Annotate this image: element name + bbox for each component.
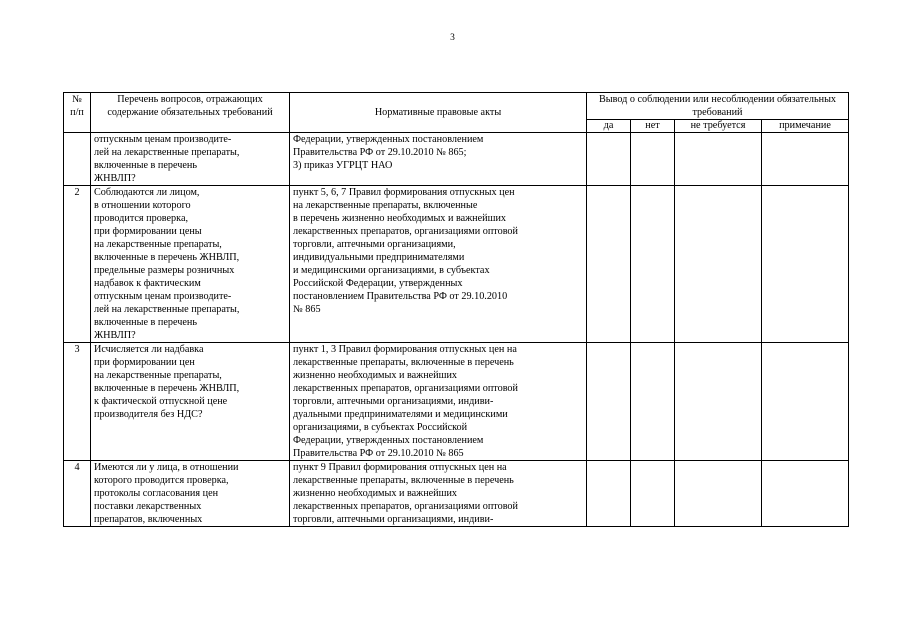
- question-line: поставки лекарственных: [94, 501, 202, 512]
- legal-acts-cell: [290, 186, 587, 343]
- conclusion-no-cell: [631, 186, 675, 343]
- legal-acts-line: лекарственные препараты, включенные в перечень: [293, 357, 514, 368]
- question-line: при формировании цены: [94, 226, 202, 237]
- question-line: включенные в перечень: [94, 160, 197, 171]
- legal-acts-cell: [290, 343, 587, 461]
- col-num-header: № п/п: [64, 93, 91, 133]
- legal-acts-line: организациями, в субъектах Российской: [293, 422, 468, 433]
- col-yes-header: да: [587, 120, 631, 133]
- table-body: [64, 133, 849, 527]
- legal-acts-line: лекарственные препараты, включенные в перечень: [293, 475, 514, 486]
- table-header-row: [64, 93, 849, 120]
- legal-acts-line: торговли, аптечными организациями,: [293, 239, 456, 250]
- row-number: 3: [64, 343, 91, 461]
- conclusion-note-cell: [762, 133, 849, 186]
- legal-acts-line: пункт 9 Правил формирования отпускных цен на: [293, 462, 507, 473]
- col-not-required-header: не требуется: [675, 120, 762, 133]
- conclusion-yes-cell: [587, 461, 631, 527]
- question-line: ЖНВЛП?: [94, 330, 136, 341]
- conclusion-yes-cell: [587, 343, 631, 461]
- legal-acts-line: жизненно необходимых и важнейших: [293, 370, 458, 381]
- question-line: на лекарственные препараты,: [94, 370, 222, 381]
- question-line: отпускным ценам производите-: [94, 134, 232, 145]
- legal-acts-line: в перечень жизненно необходимых и важнейших: [293, 213, 507, 224]
- col-acts-header: Нормативные правовые акты: [290, 93, 587, 133]
- legal-acts-line: торговли, аптечными организациями, индиви-: [293, 396, 494, 407]
- legal-acts-line: 3) приказ УГРЦТ НАО: [293, 160, 393, 171]
- conclusion-note-cell: [762, 461, 849, 527]
- question-line: отпускным ценам производите-: [94, 291, 232, 302]
- question-line: на лекарственные препараты,: [94, 239, 222, 250]
- conclusion-note-cell: [762, 343, 849, 461]
- question-line: включенные в перечень: [94, 317, 197, 328]
- legal-acts-line: Правительства РФ от 29.10.2010 № 865;: [293, 147, 467, 158]
- question-line: производителя без НДС?: [94, 409, 203, 420]
- legal-acts-line: и медицинскими организациями, в субъектах: [293, 265, 490, 276]
- col-note-header: примечание: [762, 120, 849, 133]
- legal-acts-cell: [290, 461, 587, 527]
- legal-acts-line: лекарственных препаратов, организациями оптовой: [293, 383, 518, 394]
- legal-acts-line: индивидуальными предпринимателями: [293, 252, 465, 263]
- conclusion-no-cell: [631, 133, 675, 186]
- question-line: Исчисляется ли надбавка: [94, 344, 204, 355]
- conclusion-yes-cell: [587, 133, 631, 186]
- question-line: включенные в перечень ЖНВЛП,: [94, 252, 240, 263]
- col-question-header: Перечень вопросов, отражающих содержание обязательных требований: [91, 93, 290, 133]
- question-line: проводится проверка,: [94, 213, 189, 224]
- question-line: надбавок к фактическим: [94, 278, 201, 289]
- table-row: [64, 186, 849, 343]
- legal-acts-line: постановлением Правительства РФ от 29.10.2010: [293, 291, 508, 302]
- col-conclusion-header: Вывод о соблюдении или несоблюдении обязательных требований: [587, 93, 849, 120]
- legal-acts-line: торговли, аптечными организациями, индиви-: [293, 514, 494, 525]
- question-cell: [91, 133, 290, 186]
- question-cell: [91, 186, 290, 343]
- legal-acts-line: Федерации, утвержденных постановлением: [293, 435, 484, 446]
- question-line: Соблюдаются ли лицом,: [94, 187, 200, 198]
- row-number: [64, 133, 91, 186]
- requirements-table: [63, 92, 849, 527]
- conclusion-not-required-cell: [675, 461, 762, 527]
- question-line: Имеются ли у лица, в отношении: [94, 462, 239, 473]
- question-line: включенные в перечень ЖНВЛП,: [94, 383, 240, 394]
- legal-acts-line: на лекарственные препараты, включенные: [293, 200, 478, 211]
- legal-acts-line: Федерации, утвержденных постановлением: [293, 134, 484, 145]
- table-row: [64, 133, 849, 186]
- question-line: предельные размеры розничных: [94, 265, 235, 276]
- question-line: препаратов, включенных: [94, 514, 203, 525]
- legal-acts-line: жизненно необходимых и важнейших: [293, 488, 458, 499]
- conclusion-yes-cell: [587, 186, 631, 343]
- conclusion-note-cell: [762, 186, 849, 343]
- question-line: в отношении которого: [94, 200, 191, 211]
- row-number: 4: [64, 461, 91, 527]
- question-line: при формировании цен: [94, 357, 195, 368]
- question-cell: [91, 461, 290, 527]
- table-row: [64, 343, 849, 461]
- question-line: которого проводится проверка,: [94, 475, 229, 486]
- row-number: 2: [64, 186, 91, 343]
- legal-acts-line: № 865: [293, 304, 321, 315]
- page-number: 3: [450, 33, 455, 43]
- legal-acts-line: лекарственных препаратов, организациями оптовой: [293, 226, 518, 237]
- legal-acts-cell: [290, 133, 587, 186]
- legal-acts-line: лекарственных препаратов, организациями оптовой: [293, 501, 518, 512]
- conclusion-not-required-cell: [675, 186, 762, 343]
- question-line: к фактической отпускной цене: [94, 396, 228, 407]
- conclusion-no-cell: [631, 461, 675, 527]
- legal-acts-line: Правительства РФ от 29.10.2010 № 865: [293, 448, 464, 459]
- conclusion-not-required-cell: [675, 133, 762, 186]
- legal-acts-line: пункт 5, 6, 7 Правил формирования отпускных цен: [293, 187, 515, 198]
- question-line: ЖНВЛП?: [94, 173, 136, 184]
- legal-acts-line: дуальными предпринимателями и медицинскими: [293, 409, 508, 420]
- legal-acts-line: Российской Федерации, утвержденных: [293, 278, 463, 289]
- conclusion-not-required-cell: [675, 343, 762, 461]
- legal-acts-line: пункт 1, 3 Правил формирования отпускных цен на: [293, 344, 517, 355]
- question-line: лей на лекарственные препараты,: [94, 304, 240, 315]
- question-line: протоколы согласования цен: [94, 488, 219, 499]
- table-row: [64, 461, 849, 527]
- question-cell: [91, 343, 290, 461]
- col-no-header: нет: [631, 120, 675, 133]
- question-line: лей на лекарственные препараты,: [94, 147, 240, 158]
- conclusion-no-cell: [631, 343, 675, 461]
